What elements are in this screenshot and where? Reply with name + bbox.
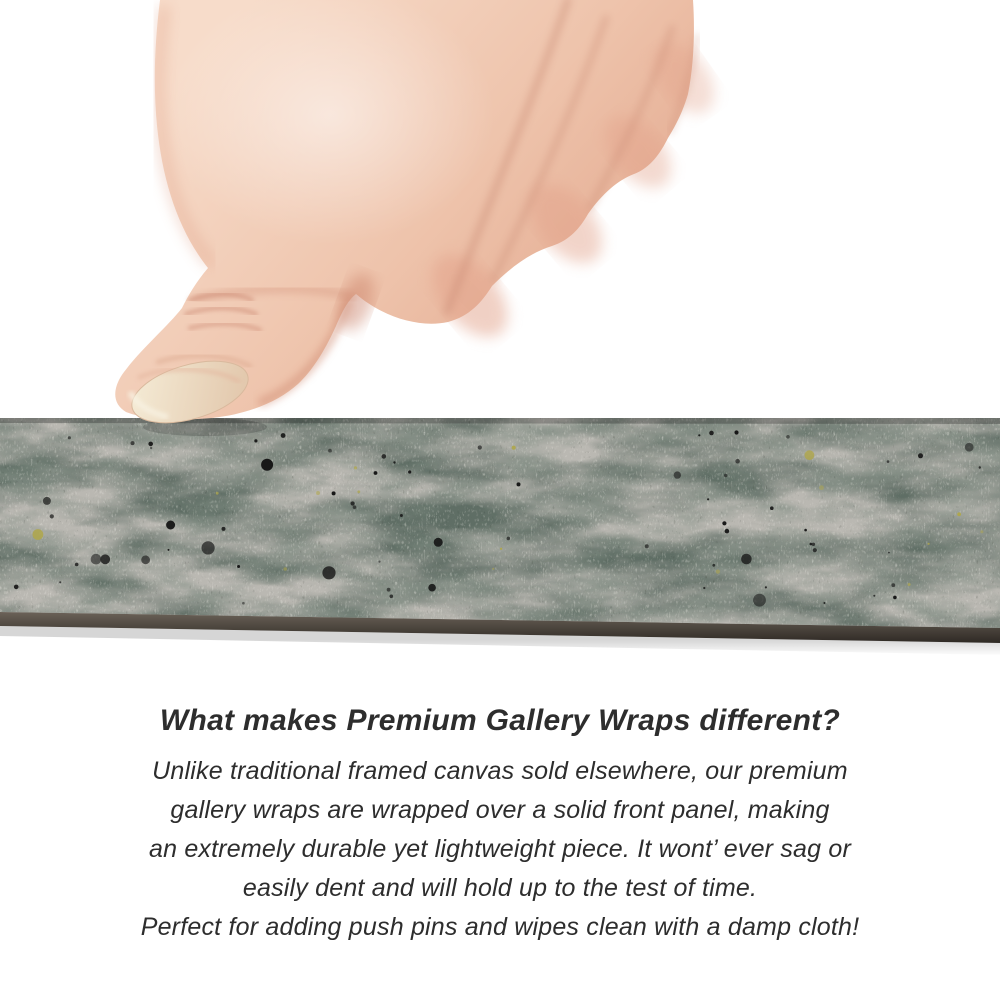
canvas-speckle — [928, 543, 930, 545]
canvas-speckle — [716, 570, 720, 574]
canvas-speckle — [353, 505, 357, 509]
canvas-speckle — [59, 581, 61, 583]
canvas-speckle — [141, 555, 150, 564]
canvas-speckle — [75, 563, 79, 567]
canvas-speckle — [43, 497, 51, 505]
canvas-speckle — [812, 543, 815, 546]
canvas-speckle — [722, 521, 726, 525]
canvas-speckle — [100, 554, 110, 564]
canvas-speckle — [316, 491, 320, 495]
canvas-speckle — [786, 435, 790, 439]
body-line: gallery wraps are wrapped over a solid front panel, making — [170, 796, 830, 824]
canvas-speckle — [150, 447, 152, 449]
canvas-speckle — [888, 552, 890, 554]
canvas-speckle — [428, 584, 436, 592]
canvas-speckle — [980, 530, 983, 533]
canvas-speckle — [387, 588, 391, 592]
canvas-speckle — [400, 514, 403, 517]
canvas-speckle — [712, 564, 715, 567]
canvas-speckle — [734, 430, 738, 434]
canvas-speckle — [709, 431, 714, 436]
canvas-speckle — [14, 585, 19, 590]
canvas-speckle — [891, 583, 895, 587]
canvas-speckle — [707, 498, 709, 500]
canvas-speckle — [408, 470, 411, 473]
canvas-speckle — [393, 461, 395, 463]
canvas-speckle — [873, 595, 875, 597]
canvas-speckle — [283, 567, 287, 571]
canvas-speckle — [328, 449, 332, 453]
body-line: Perfect for adding push pins and wipes clean with a damp cloth! — [140, 913, 860, 941]
canvas-speckle — [500, 548, 502, 550]
canvas-speckle — [261, 459, 273, 471]
canvas-speckle — [517, 482, 521, 486]
canvas-speckle — [434, 538, 443, 547]
canvas-speckle — [918, 453, 923, 458]
canvas-speckle — [810, 543, 813, 546]
canvas-speckle — [168, 549, 170, 551]
canvas-speckle — [222, 527, 226, 531]
canvas-speckle — [354, 466, 357, 469]
canvas-speckle — [512, 446, 516, 450]
canvas-speckle — [382, 454, 387, 459]
canvas-strip — [0, 410, 1000, 655]
canvas-speckle — [374, 471, 378, 475]
canvas-speckle — [351, 501, 355, 505]
canvas-speckle — [674, 471, 681, 478]
body-line: easily dent and will hold up to the test of time. — [242, 874, 758, 902]
body-line: an extremely durable yet lightweight piece. It wont’ ever sag or — [148, 835, 852, 863]
canvas-speckle — [166, 521, 175, 530]
canvas-speckle — [91, 554, 102, 565]
canvas-speckle — [332, 491, 336, 495]
canvas-speckle — [804, 529, 807, 532]
canvas-speckle — [645, 544, 649, 548]
canvas-speckle — [823, 602, 825, 604]
canvas-speckle — [819, 485, 824, 490]
canvas-speckle — [357, 490, 360, 493]
headline: What makes Premium Gallery Wraps different? — [159, 704, 841, 737]
body-line: Unlike traditional framed canvas sold elsewhere, our premium — [152, 757, 848, 785]
canvas-speckle — [724, 474, 727, 477]
canvas-speckle — [887, 460, 890, 463]
canvas-speckle — [281, 433, 286, 438]
canvas-speckle — [492, 568, 494, 570]
canvas-speckle — [979, 466, 981, 468]
canvas-speckle — [33, 529, 44, 540]
canvas-speckle — [725, 529, 730, 534]
canvas-speckle — [703, 587, 705, 589]
canvas-speckle — [390, 595, 394, 599]
canvas-speckle — [131, 441, 135, 445]
canvas-speckle — [813, 548, 817, 552]
canvas-speckle — [148, 442, 153, 447]
canvas-speckle — [893, 596, 897, 600]
canvas-speckle — [378, 561, 380, 563]
canvas-speckle — [68, 436, 71, 439]
canvas-speckle — [957, 512, 961, 516]
canvas-speckle — [908, 583, 911, 586]
canvas-speckle — [765, 586, 767, 588]
canvas-speckle — [202, 541, 215, 554]
canvas-speckle — [770, 506, 774, 510]
canvas-speckle — [507, 537, 511, 541]
canvas-speckle — [753, 594, 766, 607]
info-text — [0, 698, 1000, 947]
canvas-speckle — [698, 434, 700, 436]
canvas-speckle — [965, 443, 974, 452]
canvas-speckle — [478, 445, 482, 449]
canvas-speckle — [741, 554, 752, 565]
canvas-speckle — [237, 565, 240, 568]
canvas-speckle — [735, 459, 740, 464]
canvas-speckle — [254, 439, 257, 442]
canvas-speckle — [242, 602, 245, 605]
canvas-speckle — [50, 514, 54, 518]
canvas-speckle — [322, 566, 335, 579]
canvas-speckle — [216, 492, 219, 495]
hand — [115, 0, 726, 434]
canvas-speckle — [805, 450, 815, 460]
